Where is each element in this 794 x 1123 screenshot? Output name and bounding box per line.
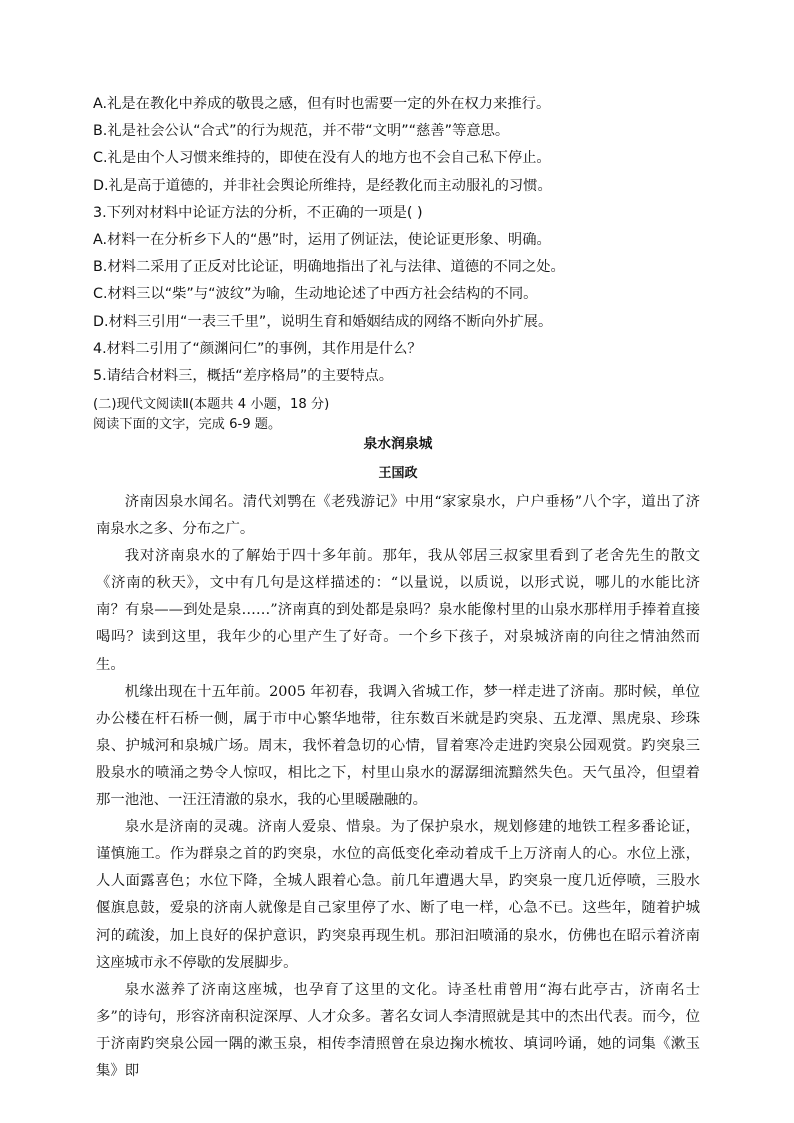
q3-stem: 3.下列对材料中论证方法的分析，不正确的一项是( ) [93,204,423,221]
q2-option-a: A.礼是在教化中养成的敬畏之感，但有时也需要一定的外在权力来推行。 [93,96,551,112]
q4-stem: 4.材料二引用了“颜渊问仁”的事例，其作用是什么？ [93,340,422,357]
q3-option-b: B.材料二采用了正反对比论证，明确地指出了礼与法律、道德的不同之处。 [93,259,565,276]
article-paragraph: 泉水是济南的灵魂。济南人爱泉、惜泉。为了保护泉水，规划修建的地铁工程多番论证，谨慎施工。作为群泉之首的趵突泉，水位的高低变化牵动着成千上万济南人的心。水位上涨，人人面露喜色；水位下降，全城人跟着心急。前几年遭遇大旱，趵突泉一度几近停喷，三股水偃旗息鼓，爱泉的济南人就像是自己家里停了水、断了电一样，心急不已。这些年，随着护城河的疏浚，加上良好的保护意识，趵突泉再现生机。那汩汩喷涌的泉水，仿佛也在昭示着济南这座城市永不停歇的发展脚步。 [96,819,700,971]
section-header [93,395,329,435]
article-paragraph: 我对济南泉水的了解始于四十多年前。那年，我从邻居三叔家里看到了老舍先生的散文《济南的秋天》，文中有几句是这样描述的：“以量说，以质说，以形式说，哪儿的水能比济南？有泉——到处是泉……”济南真的到处都是泉吗？泉水能像村里的山泉水那样用手捧着直接喝吗？读到这里，我年少的心里产生了好奇。一个乡下孩子，对泉城济南的向往之情油然而生。 [96,548,700,673]
reading-article [96,434,700,1085]
article-paragraph: 泉水滋养了济南这座城，也孕育了这里的文化。诗圣杜甫曾用“海右此亭古，济南名士多”的诗句，形容济南积淀深厚、人才众多。著名女词人李清照就是其中的杰出代表。而今，位于济南趵突泉公园一隅的漱玉泉，相传李清照曾在泉边掬水梳妆、填词吟诵，她的词集《漱玉集》即 [96,981,700,1079]
article-author: 王国政 [378,466,418,481]
section-instruction: 阅读下面的文字，完成 6-9 题。 [93,417,282,432]
article-paragraph: 机缘出现在十五年前。2005 年初春，我调入省城工作，梦一样走进了济南。那时候，单位办公楼在杆石桥一侧，属于市中心繁华地带，往东数百米就是趵突泉、五龙潭、黑虎泉、珍珠泉、护城河和泉城广场。周末，我怀着急切的心情，冒着寒冷走进趵突泉公园观赏。趵突泉三股泉水的喷涌之势令人惊叹，相比之下，村里山泉水的潺潺细流黯然失色。天气虽冷，但望着那一池池、一汪汪清澈的泉水，我的心里暖融融的。 [96,683,700,809]
q2-option-d: D.礼是高于道德的，并非社会舆论所维持，是经教化而主动服礼的习惯。 [93,177,552,194]
q2-option-b: B.礼是社会公认“合式”的行为规范，并不带“文明”“慈善”等意思。 [93,123,510,140]
article-title: 泉水润泉城 [363,436,433,452]
q2-option-c: C.礼是由个人习惯来维持的，即使在没有人的地方也不会自己私下停止。 [93,150,551,167]
section-heading: (二)现代文阅读Ⅱ(本题共 4 小题，18 分) [93,397,330,412]
q5-stem: 5.请结合材料三，概括“差序格局”的主要特点。 [93,368,394,385]
q3-option-a: A.材料一在分析乡下人的“愚”时，运用了例证法，使论证更形象、明确。 [93,232,551,249]
q3-option-d: D.材料三引用“一表三千里”，说明生育和婚姻结成的网络不断向外扩展。 [93,313,553,330]
article-paragraph: 济南因泉水闻名。清代刘鹗在《老残游记》中用“家家泉水，户户垂杨”八个字，道出了济南泉水之多、分布之广。 [96,494,700,538]
q3-option-c: C.材料三以“柴”与“波纹”为喻，生动地论述了中西方社会结构的不同。 [93,286,538,303]
question-block [93,91,713,390]
